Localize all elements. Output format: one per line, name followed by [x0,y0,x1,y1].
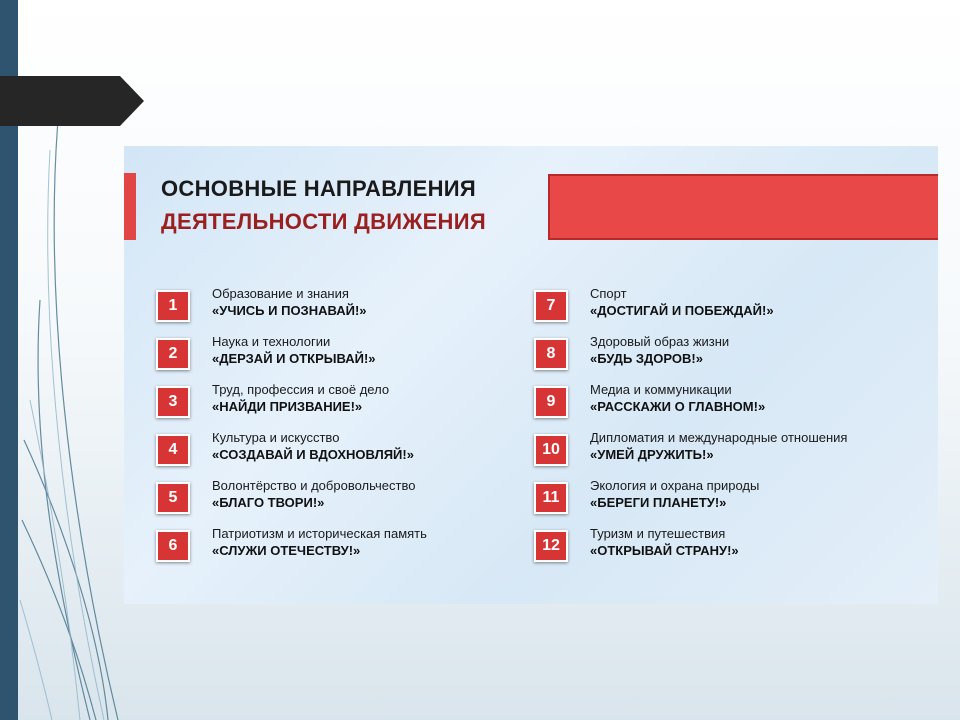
direction-category: Туризм и путешествия [590,526,726,541]
direction-item-8 [534,334,934,374]
direction-category: Дипломатия и международные отношения [590,430,848,445]
direction-item-7 [534,286,934,326]
number-badge: 9 [534,386,568,418]
number-badge: 7 [534,290,568,322]
direction-item-12 [534,526,934,566]
page-title-line1: ОСНОВНЫЕ НАПРАВЛЕНИЯ [161,176,476,201]
direction-motto: «ДЕРЗАЙ И ОТКРЫВАЙ!» [212,351,376,366]
direction-item-5 [156,478,516,518]
direction-motto: «ДОСТИГАЙ И ПОБЕЖДАЙ!» [590,303,774,318]
direction-item-2 [156,334,516,374]
number-badge: 4 [156,434,190,466]
slide-tab-marker [0,76,144,126]
direction-motto: «НАЙДИ ПРИЗВАНИЕ!» [212,399,363,414]
number-badge: 3 [156,386,190,418]
direction-motto: «УМЕЙ ДРУЖИТЬ!» [590,447,714,462]
page-title-line2: ДЕЯТЕЛЬНОСТИ ДВИЖЕНИЯ [161,209,486,234]
direction-motto: «СОЗДАВАЙ И ВДОХНОВЛЯЙ!» [212,447,414,462]
direction-item-9 [534,382,934,422]
direction-item-11 [534,478,934,518]
number-badge: 8 [534,338,568,370]
number-badge: 1 [156,290,190,322]
direction-motto: «УЧИСЬ И ПОЗНАВАЙ!» [212,303,367,318]
direction-item-1 [156,286,516,326]
direction-category: Экология и охрана природы [590,478,760,493]
direction-category: Медиа и коммуникации [590,382,732,397]
direction-item-10 [534,430,934,470]
direction-category: Здоровый образ жизни [590,334,730,349]
direction-item-4 [156,430,516,470]
direction-category: Образование и знания [212,286,349,301]
direction-motto: «ОТКРЫВАЙ СТРАНУ!» [590,543,739,558]
direction-item-6 [156,526,516,566]
direction-category: Труд, профессия и своё дело [212,382,390,397]
number-badge: 5 [156,482,190,514]
number-badge: 2 [156,338,190,370]
direction-motto: «БЛАГО ТВОРИ!» [212,495,325,510]
number-badge: 11 [534,482,568,514]
number-badge: 12 [534,530,568,562]
direction-category: Наука и технологии [212,334,331,349]
directions-list [124,146,938,604]
direction-motto: «РАССКАЖИ О ГЛАВНОМ!» [590,399,766,414]
direction-motto: «БЕРЕГИ ПЛАНЕТУ!» [590,495,727,510]
direction-category: Волонтёрство и добровольчество [212,478,416,493]
direction-item-3 [156,382,516,422]
directions-card [124,146,938,604]
direction-category: Культура и искусство [212,430,340,445]
number-badge: 6 [156,530,190,562]
number-badge: 10 [534,434,568,466]
direction-motto: «СЛУЖИ ОТЕЧЕСТВУ!» [212,543,361,558]
direction-motto: «БУДЬ ЗДОРОВ!» [590,351,703,366]
direction-category: Спорт [590,286,627,301]
direction-category: Патриотизм и историческая память [212,526,427,541]
